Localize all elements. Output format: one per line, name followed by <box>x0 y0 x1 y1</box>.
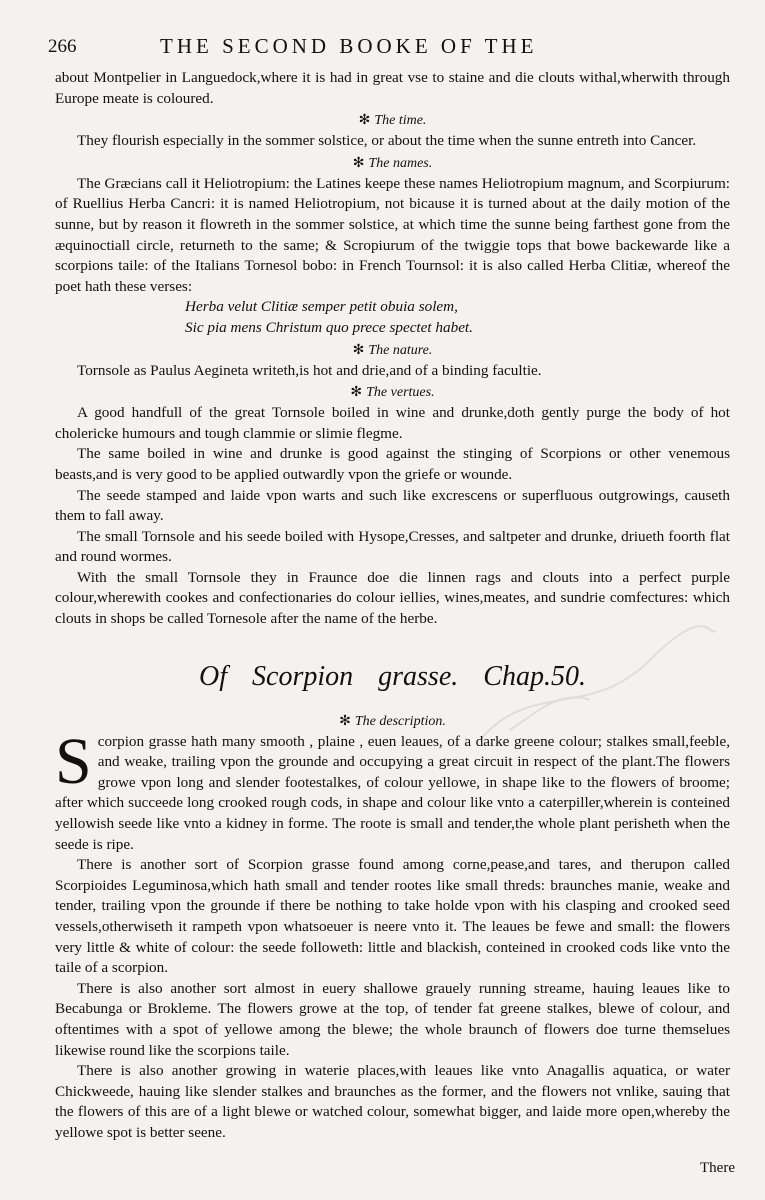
page-body <box>55 68 730 1144</box>
section-heading-description: ✻ The description. <box>339 713 446 729</box>
asterism-icon: ✻ <box>350 385 363 401</box>
section-heading-time: ✻ The time. <box>358 113 427 129</box>
drop-cap: S <box>55 724 92 798</box>
chapter-title: Of Scorpion grasse. <box>199 660 459 692</box>
paragraph: There is another sort of Scorpion grasse found among corne,pease,and tares, and therupon called Scorpioides Leguminosa,which hath small and tender rootes like small threds: braunches manie, weake and tender, trailing vpon the grounde if there be nothing to take holde vpon with his clasping and crooked seed vessels,otherwiseth it rampeth vpon whatsoeuer is neere vnto it. The leaues be fewe and small: the flowers very little & white of colour: the seede followeth: little and blackish, conteined in crooked cods like vnto the taile of a scorpion. <box>55 856 730 977</box>
paragraph: about Montpelier in Languedock,where it is had in great vse to staine and die clouts withal,wherwith through Europe meate is coloured. <box>55 69 730 107</box>
verse-line: Sic pia mens Christum quo prece spectet habet. <box>185 318 473 336</box>
running-head: THE SECOND BOOKE OF THE <box>160 34 538 58</box>
paragraph: With the small Tornsole they in Fraunce doe die linnen rags and clouts into a perfect purple colour,wherewith cookes and confectionaries do colour iellies, wines,meates, and sundrie comfectures: which clouts in shops be called Tornesole after the name of the herbe. <box>55 568 730 628</box>
paragraph: Scorpion grasse hath many smooth , plaine , euen leaues, of a darke greene colour; stalkes small,feeble, and weake, trailing vpon the grounde and occupying a great circuit in respect of the plant.The flowers growe vpon long and slender footestalkes, of colour yellowe, in shape like to the flowers of broome; after which succeede long crooked rough cods, in shape and colour like vnto a caterpiller,wherein is conteined yellowish seede like vnto a kidney in forme. The roote is small and tender,the whole plant perisheth when the seede is ripe. <box>55 724 730 853</box>
catchword: There <box>700 1160 735 1176</box>
asterism-icon: ✻ <box>352 155 365 171</box>
verse-line: Herba velut Clitiæ semper petit obuia solem, <box>185 298 458 316</box>
paragraph: The small Tornsole and his seede boiled with Hysope,Cresses, and saltpeter and drunke, driueth foorth flat and round wormes. <box>55 527 730 566</box>
paragraph: The Græcians call it Heliotropium: the Latines keepe these names Heliotropium magnum, and Scorpiurum: of Ruellius Herba Cancri: it is named Heliotropium, not bicause it is turned about at the daily motion of the sunne, but by reason it flowreth in the sommer solstice, at which time the sunne being farthest gone from the æquinoctiall circle, returneth to the same; & Scropiurum of the twiggie tops that bowe backewarde like a scorpions taile: of the Italians Tornesol bobo: in French Tournsol: it is also called Herba Clitiæ, whereof the poet hath these verses: <box>55 174 730 295</box>
section-heading-vertues: ✻ The vertues. <box>350 385 435 401</box>
section-heading-nature: ✻ The nature. <box>352 342 433 358</box>
paragraph: The seede stamped and laide vpon warts and such like excrescens or superfluous outgrowings, causeth them to fall away. <box>55 486 730 525</box>
paragraph: They flourish especially in the sommer solstice, or about the time when the sunne entreth into Cancer. <box>77 132 697 150</box>
asterism-icon: ✻ <box>339 713 351 729</box>
chapter-number: Chap.50. <box>483 660 586 692</box>
paragraph: There is also another growing in waterie places,with leaues like vnto Anagallis aquatica, or water Chickweede, hauing like slender stalkes and braunches as the former, and the flowers not vnlike, sauing that the flowers of this are of a light blewe or watched colour, somewhat bigger, and laide more open,whereby the yellowe spot is better seene. <box>55 1062 730 1141</box>
paragraph: There is also another sort almost in euery shallowe grauely running streame, hauing leaues like to Becabunga or Brokleme. The flowers growe at the top, of tender fat greene stalkes, blewe of colour, and oftentimes with a spot of yellowe among the blewe; the whole braunch of flowers doe turne themselues likewise round like the scorpions taile. <box>55 979 730 1059</box>
asterism-icon: ✻ <box>352 342 365 358</box>
asterism-icon: ✻ <box>358 113 371 129</box>
paragraph: A good handfull of the great Tornsole boiled in wine and drunke,doth gently purge the body of hot cholericke humours and tough clammie or slimie flegme. <box>55 404 730 442</box>
paragraph: The same boiled in wine and drunke is good against the stinging of Scorpions or other venemous beasts,and is very good to be applied outwardly vpon the griefe or wounde. <box>55 445 730 483</box>
page-header <box>48 34 738 66</box>
bleed-through-illustration <box>470 620 720 760</box>
paragraph: Tornsole as Paulus Aegineta writeth,is hot and drie,and of a binding facultie. <box>77 361 542 379</box>
section-heading-names: ✻ The names. <box>352 155 433 171</box>
page-number: 266 <box>48 36 77 57</box>
